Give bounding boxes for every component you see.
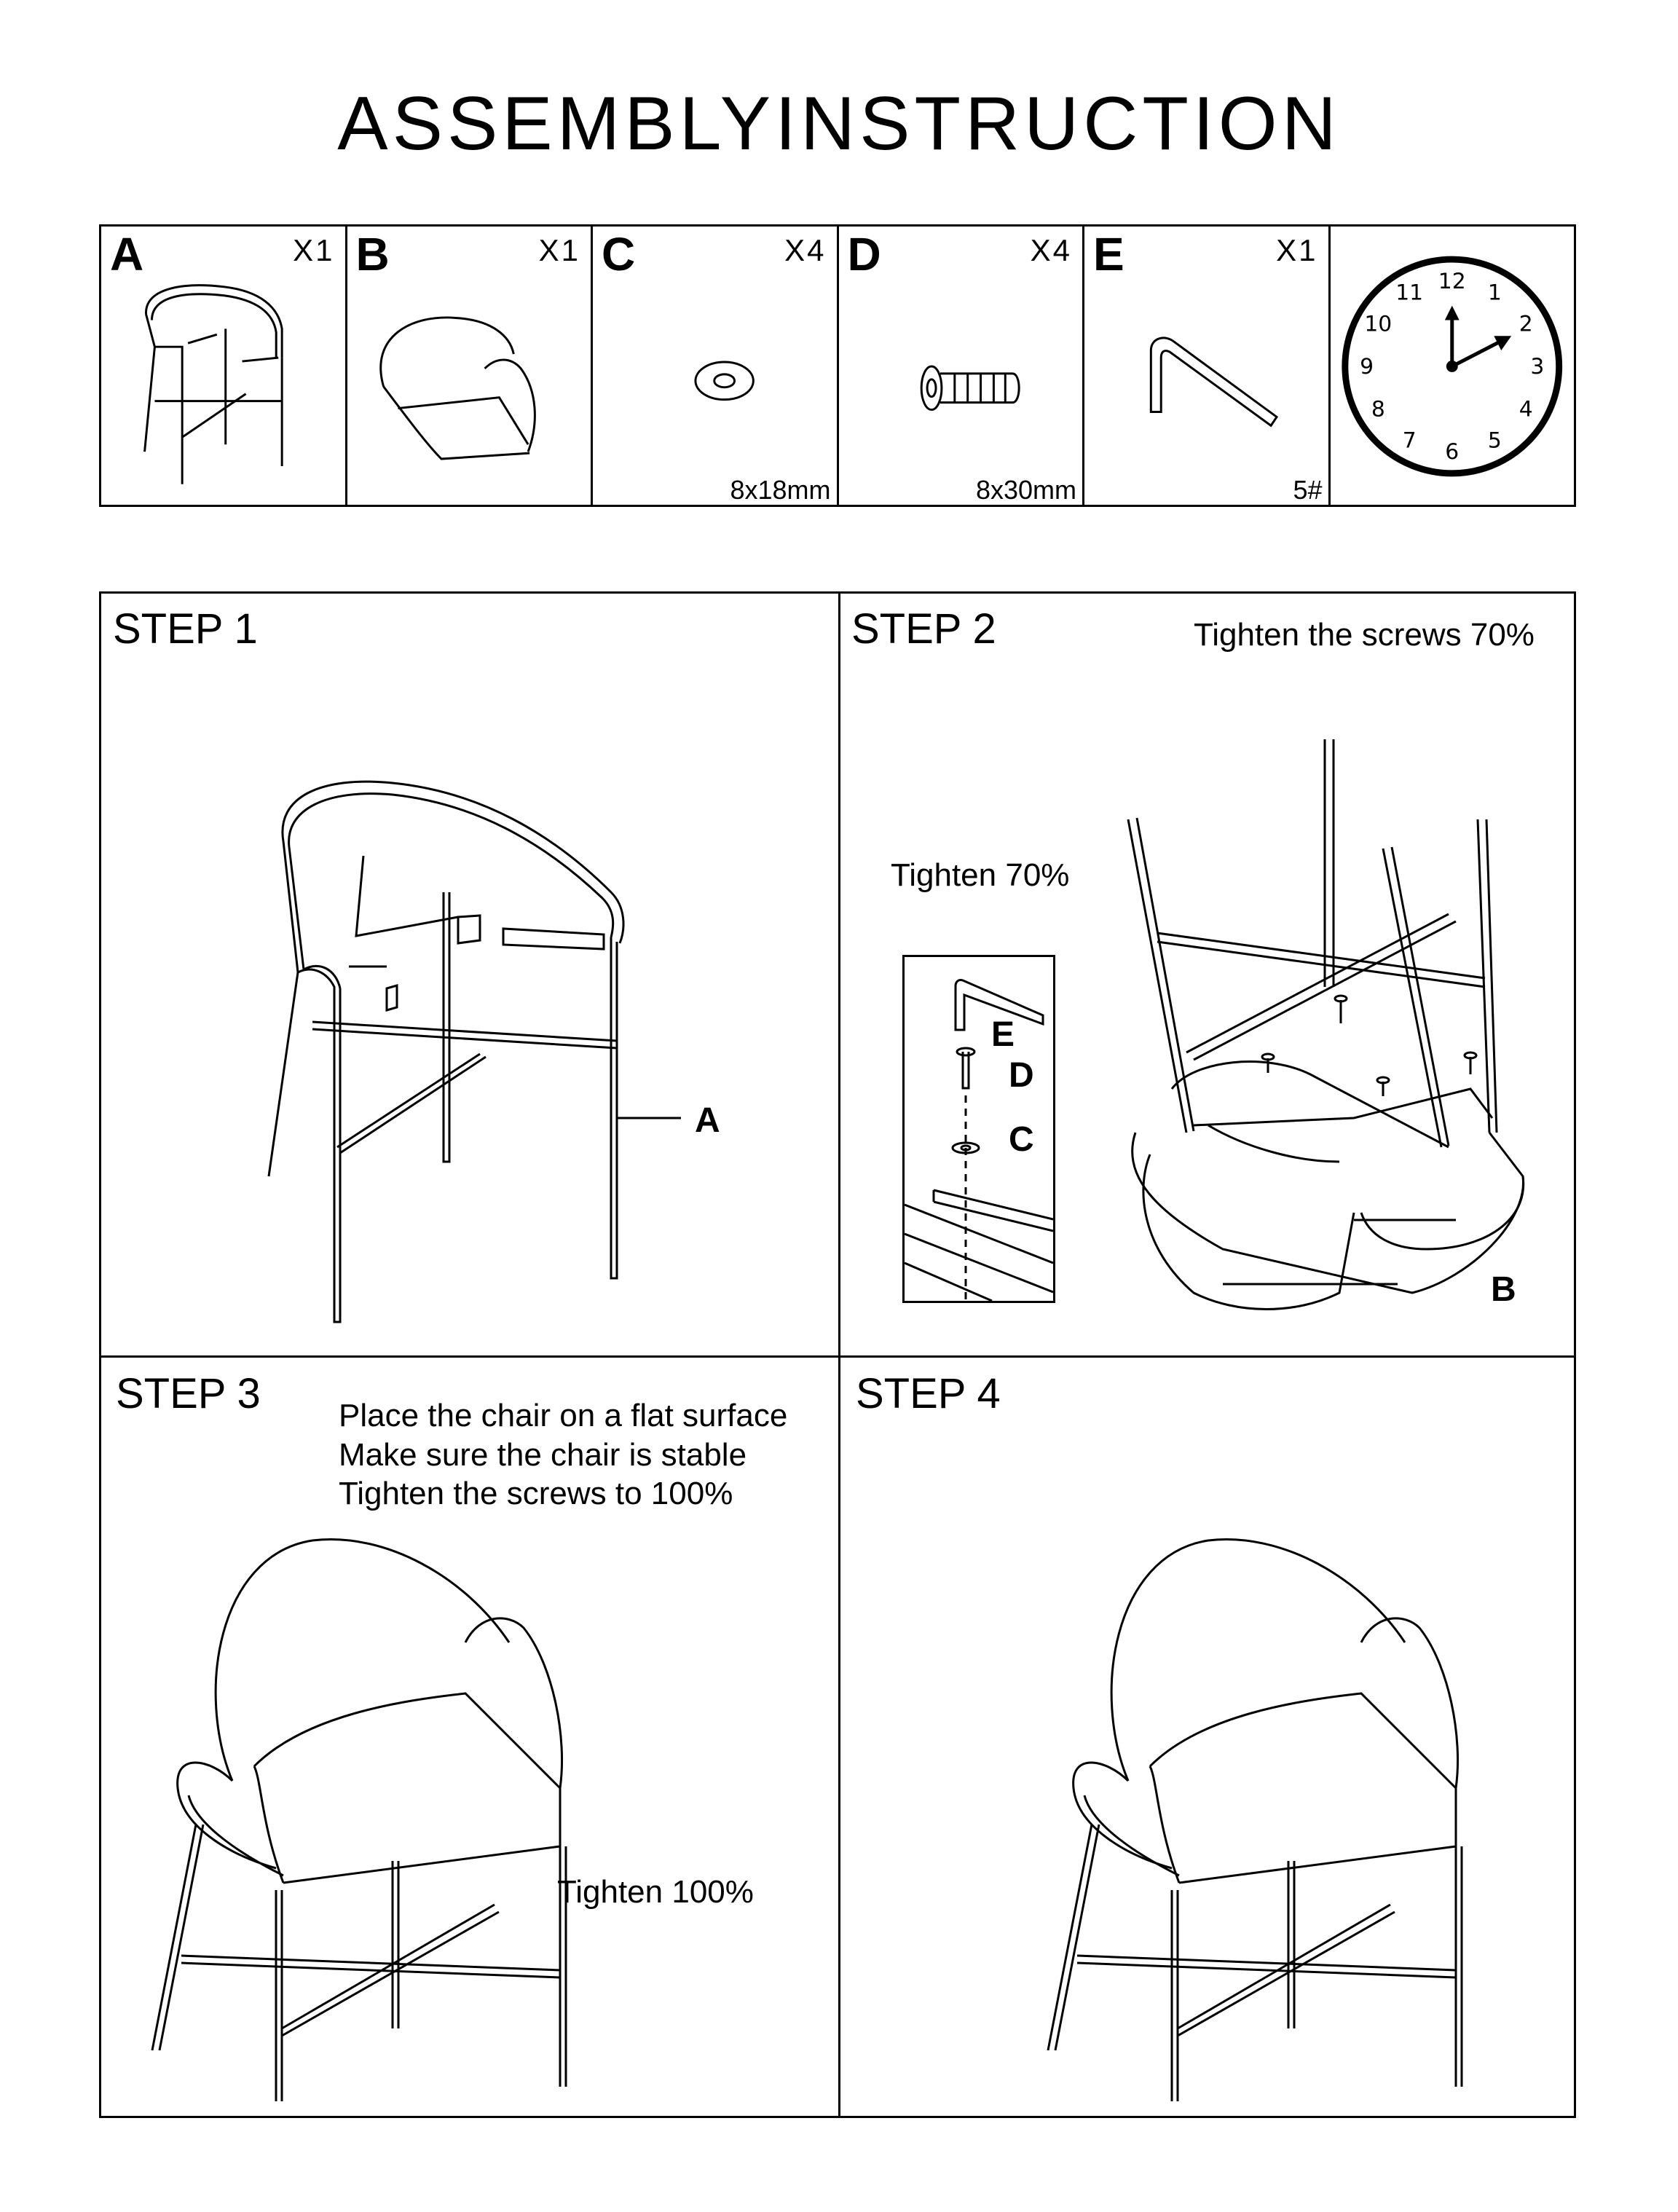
step-4-label: STEP 4 [856, 1370, 1001, 1417]
part-spec: 8x30mm [975, 475, 1076, 505]
clock-number: 1 [1487, 280, 1502, 306]
step-2-label: STEP 2 [851, 605, 996, 653]
step-1-frame-drawing [218, 754, 786, 1337]
step-3-instructions [339, 1396, 787, 1514]
page-title: ASSEMBLYINSTRUCTION [337, 82, 1341, 166]
part-letter: A [110, 228, 144, 280]
part-qty: X1 [538, 233, 580, 267]
part-d [839, 227, 1085, 505]
clock-icon [1331, 227, 1575, 505]
callout-e: E [991, 1015, 1015, 1054]
clock-number: 11 [1395, 280, 1423, 306]
step-2-upside-down-chair-drawing [1077, 710, 1572, 1329]
clock-number: 2 [1519, 311, 1533, 337]
part-spec: 5# [1293, 475, 1323, 505]
step-3-chair-drawing [145, 1519, 655, 2101]
part-letter: C [602, 228, 636, 280]
divider [838, 594, 840, 2116]
clock-number: 8 [1371, 396, 1385, 422]
part-qty: X4 [1030, 233, 1072, 267]
step-1-label: STEP 1 [113, 605, 258, 653]
part-a [101, 227, 347, 505]
allen-key-icon [1084, 227, 1328, 505]
clock-number: 3 [1529, 353, 1544, 379]
divider [101, 1355, 1574, 1358]
clock-number: 5 [1487, 428, 1502, 454]
step-3-line-1: Place the chair on a flat surface [339, 1398, 788, 1433]
clock-number: 4 [1519, 396, 1533, 422]
part-qty: X1 [1276, 233, 1318, 267]
step-3-line-3: Tighten the screws to 100% [339, 1476, 733, 1512]
callout-b: B [1491, 1270, 1516, 1309]
part-letter: B [355, 228, 390, 280]
part-e [1084, 227, 1331, 505]
part-letter: D [847, 228, 881, 280]
clock-number: 7 [1402, 428, 1417, 454]
part-c [593, 227, 839, 505]
part-spec: 8x18mm [730, 475, 831, 505]
parts-list [99, 224, 1576, 507]
step-3-line-2: Make sure the chair is stable [339, 1436, 747, 1473]
part-qty: X4 [784, 233, 827, 267]
steps-grid [99, 591, 1576, 2118]
clock-number: 6 [1444, 439, 1459, 465]
clock-number: 9 [1359, 353, 1374, 379]
callout-c: C [1009, 1120, 1034, 1159]
step-3-detail-note: Tighten 100% [557, 1874, 754, 1910]
washer-icon [593, 227, 837, 505]
clock [1331, 227, 1575, 505]
part-letter: E [1093, 228, 1124, 280]
callout-a: A [695, 1101, 720, 1140]
step-2-note: Tighten the screws 70% [1194, 617, 1535, 653]
part-b [347, 227, 594, 505]
seat-shell-icon [347, 227, 591, 505]
chair-frame-icon [101, 227, 345, 505]
clock-number: 12 [1438, 268, 1466, 294]
step-2-detail-note: Tighten 70% [891, 857, 1070, 893]
callout-d: D [1009, 1056, 1034, 1095]
part-qty: X1 [293, 233, 335, 267]
step-3-label: STEP 3 [116, 1370, 261, 1417]
bolt-icon [839, 227, 1083, 505]
clock-number: 10 [1363, 311, 1392, 337]
step-4-assembled-chair-drawing [1041, 1519, 1551, 2101]
